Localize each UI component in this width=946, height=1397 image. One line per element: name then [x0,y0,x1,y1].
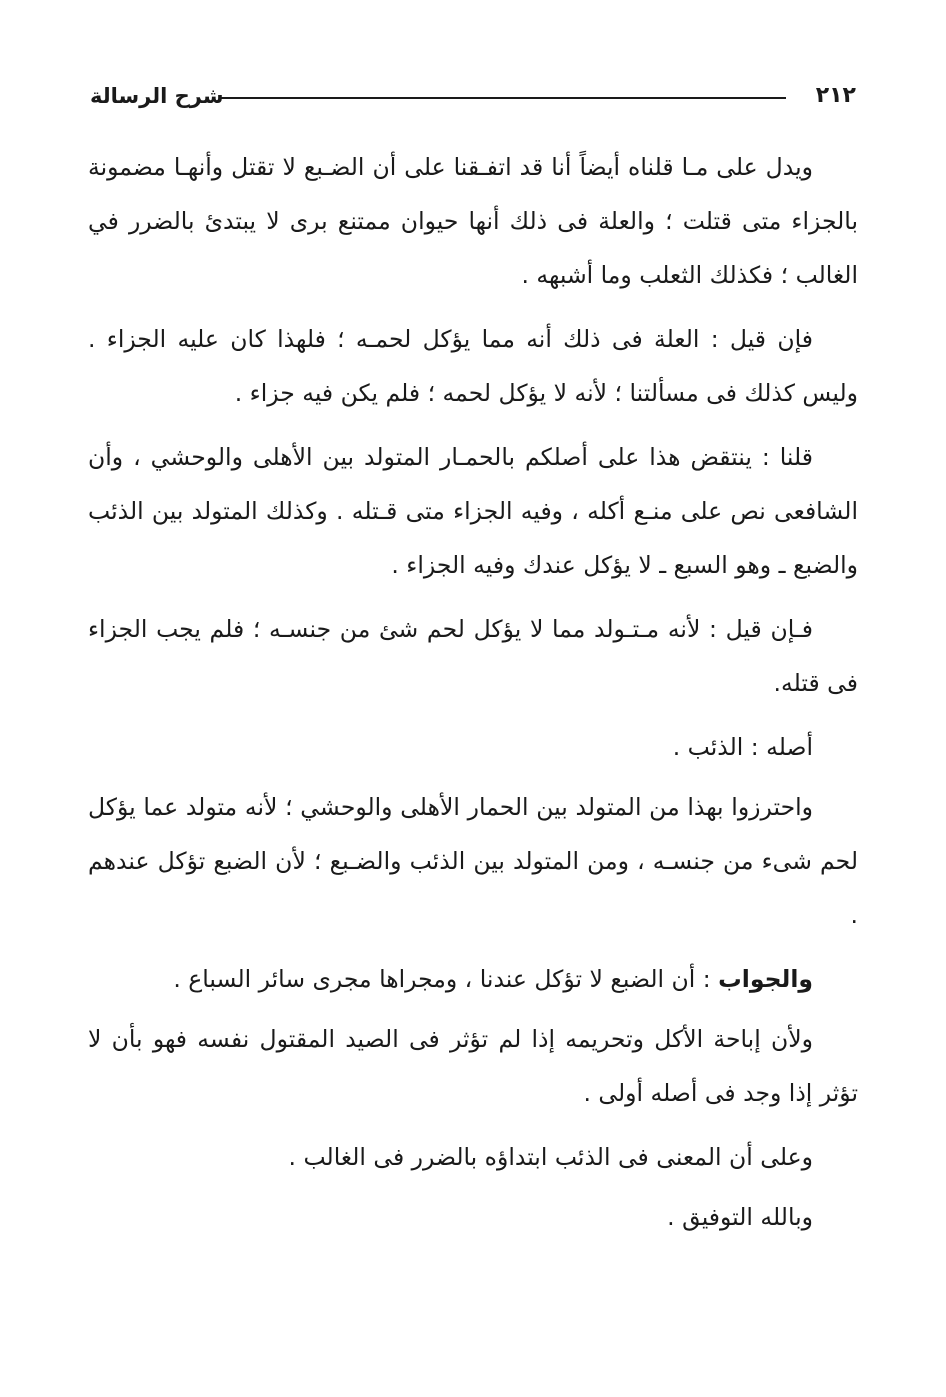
paragraph-text: قلنا : ينتقض هذا على أصلكم بالحمـار المتولد بين الأهلى والوحشي ، وأن الشافعى نص على منـع أكله ، وفيه الجزاء متى قـتله . وكذلك المتولد بين الذئب والضبع ـ وهو السبع ـ لا يؤكل عندك وفيه الجزاء . [88,443,858,579]
paragraph-9 [88,1130,858,1184]
paragraph-text: أصله : الذئب . [672,733,813,761]
paragraph-10 [88,1190,858,1244]
paragraph-7 [88,952,858,1006]
paragraph-3 [88,430,858,592]
paragraph-8 [88,1012,858,1120]
header-rule [220,97,786,99]
page-header [90,78,856,118]
paragraph-text: وبالله التوفيق . [667,1203,813,1231]
paragraph-text: ولأن إباحة الأكل وتحريمه إذا لم تؤثر فى الصيد المقتول نفسه فهو بأن لا تؤثر إذا وجد فى أصله أولى . [88,1025,858,1107]
paragraph-text: وعلى أن المعنى فى الذئب ابتداؤه بالضرر فى الغالب . [288,1143,813,1171]
page-body [88,140,858,1250]
paragraph-4 [88,602,858,710]
running-title: شرح الرسالة [90,84,224,108]
paragraph-1 [88,140,858,302]
page-number: ٢١٢ [815,83,856,108]
answer-lead: والجواب [718,965,813,993]
paragraph-text: واحترزوا بهذا من المتولد بين الحمار الأهلى والوحشي ؛ لأنه متولد عما يؤكل لحم شىء من جنسـه ، ومن المتولد بين الذئب والضـبع ؛ لأن الضبع تؤكل عندهم . [88,793,858,929]
paragraph-6 [88,780,858,942]
paragraph-2 [88,312,858,420]
paragraph-text: فإن قيل : العلة فى ذلك أنه مما يؤكل لحمـه ؛ فلهذا كان عليه الجزاء . وليس كذلك فى مسألتنا ؛ لأنه لا يؤكل لحمه ؛ فلم يكن فيه جزاء . [88,325,858,407]
paragraph-text: فـإن قيل : لأنه مـتـولد مما لا يؤكل لحم شئ من جنسـه ؛ فلم يجب الجزاء فى قتله. [88,615,858,697]
paragraph-text: : أن الضبع لا تؤكل عندنا ، ومجراها مجرى سائر السباع . [173,965,711,993]
paragraph-text: ويدل على مـا قلناه أيضاً أنا قد اتفـقنا على أن الضـبع لا تقتل وأنهـا مضمونة بالجزاء متى قتلت ؛ والعلة فى ذلك أنها حيوان ممتنع برى لا يبتدئ بالضرر في الغالب ؛ فكذلك الثعلب وما أشبهه . [88,153,858,289]
paragraph-5 [88,720,858,774]
